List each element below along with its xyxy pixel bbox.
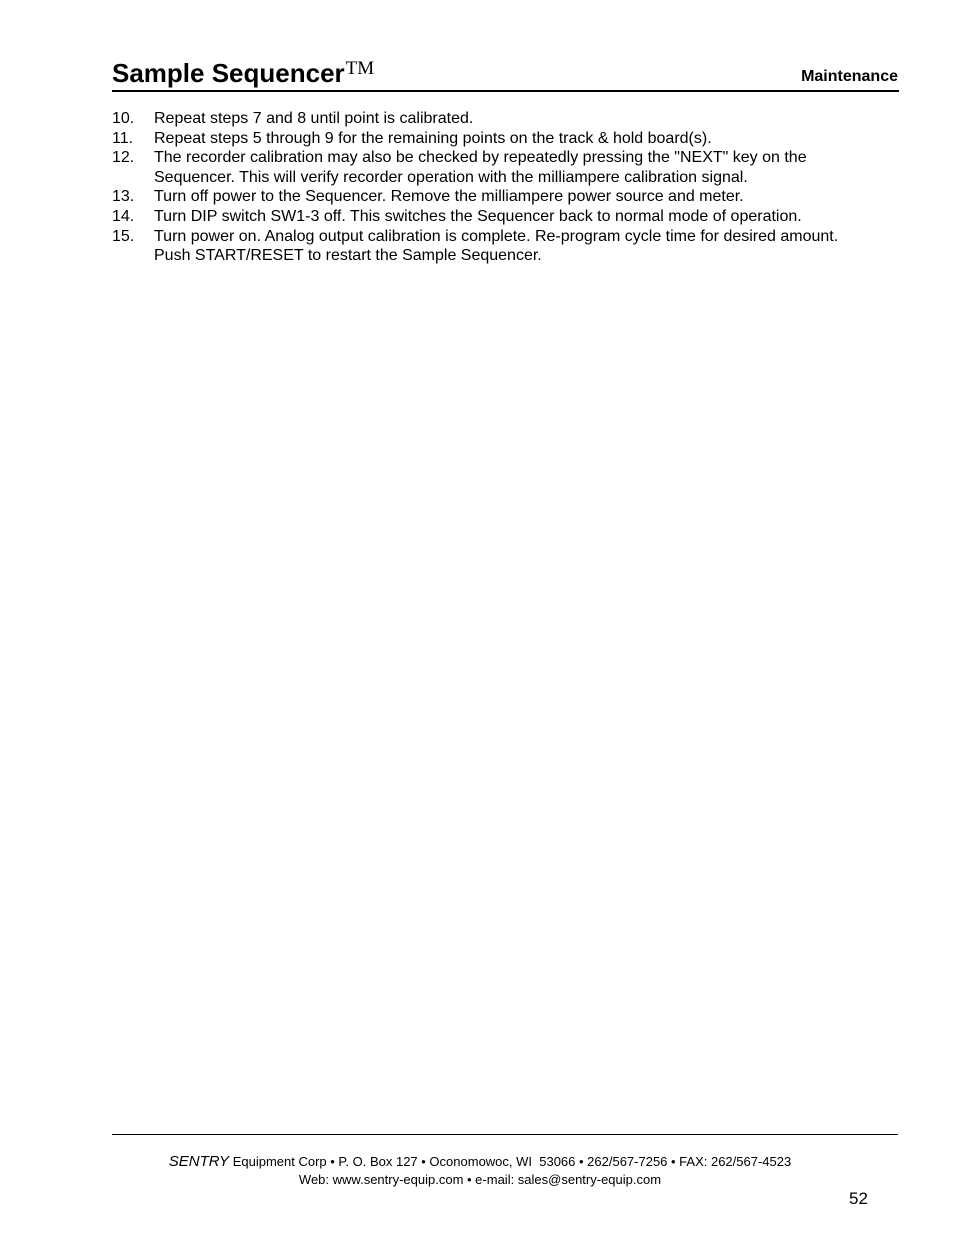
step-text: Turn DIP switch SW1-3 off. This switches the Sequencer back to normal mode of operation. bbox=[154, 207, 802, 225]
step-text: Repeat steps 5 through 9 for the remaining points on the track & hold board(s). bbox=[154, 129, 712, 147]
procedure-steps bbox=[112, 109, 872, 266]
procedure-step bbox=[112, 109, 872, 129]
footer-web-contact: Web: www.sentry-equip.com • e-mail: sales@sentry-equip.com bbox=[298, 1172, 662, 1187]
procedure-step bbox=[112, 227, 872, 266]
trademark-symbol: TM bbox=[345, 58, 375, 79]
step-text: The recorder calibration may also be checked by repeatedly pressing the "NEXT" key on the Sequencer. This will verify recorder operation with the milliampere calibration signal. bbox=[154, 149, 807, 186]
procedure-step bbox=[112, 187, 872, 207]
footer-divider bbox=[112, 1134, 898, 1135]
step-number: 12. bbox=[112, 149, 135, 167]
step-number: 14. bbox=[112, 207, 135, 225]
footer-brand: SENTRY bbox=[168, 1153, 230, 1170]
page-header bbox=[112, 56, 899, 92]
document-title-text: Sample Sequencer bbox=[112, 58, 345, 88]
step-number: 13. bbox=[112, 188, 135, 206]
procedure-step bbox=[112, 129, 872, 149]
step-number: 15. bbox=[112, 227, 135, 245]
step-text: Repeat steps 7 and 8 until point is calibrated. bbox=[154, 110, 474, 127]
step-number: 10. bbox=[112, 110, 135, 127]
page-number: 52 bbox=[849, 1189, 868, 1208]
section-title: Maintenance bbox=[801, 68, 898, 85]
footer-address bbox=[0, 1153, 954, 1170]
step-text: Turn off power to the Sequencer. Remove the milliampere power source and meter. bbox=[154, 188, 744, 206]
procedure-step bbox=[112, 207, 872, 227]
document-title bbox=[112, 58, 374, 89]
step-text: Turn power on. Analog output calibration is complete. Re-program cycle time for desired amount. Push START/RESET to restart the Sample Sequencer. bbox=[154, 227, 839, 265]
procedure-step bbox=[112, 148, 872, 187]
step-number: 11. bbox=[112, 129, 134, 147]
footer-address-text: Equipment Corp • P. O. Box 127 • Oconomowoc, WI 53066 • 262/567-7256 • FAX: 262/567-4523 bbox=[229, 1154, 792, 1169]
